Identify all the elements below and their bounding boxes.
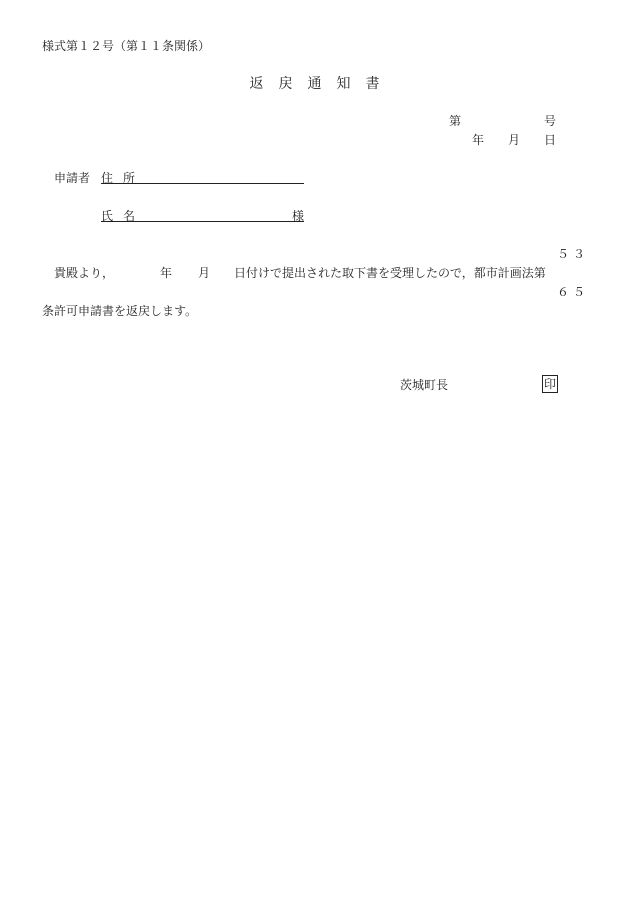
honorific: 様: [292, 209, 305, 223]
name-label: 氏名: [101, 209, 146, 223]
body-line1-end: 日付けで提出された取下書を受理したので，都市計画法第: [234, 266, 546, 280]
body-line2: 条許可申請書を返戻します。: [42, 304, 198, 318]
document-title: 返戻通知書: [249, 76, 395, 92]
body-line1-start: 貴殿より，: [54, 266, 115, 280]
body-month-label: 月: [198, 266, 211, 280]
seal-mark: 印: [544, 377, 557, 391]
article-number-bottom: ６５: [557, 285, 590, 299]
reference-dai: 第: [449, 114, 462, 128]
date-year-label: 年: [472, 133, 485, 147]
body-year-label: 年: [160, 266, 173, 280]
address-label: 住所: [101, 171, 146, 185]
date-day-label: 日: [544, 133, 557, 147]
article-number-top: ５３: [557, 247, 590, 261]
form-number: 様式第１２号（第１１条関係）: [42, 39, 211, 53]
reference-go: 号: [544, 114, 557, 128]
applicant-label: 申請者: [54, 171, 91, 185]
issuer-name: 茨城町長: [400, 378, 449, 392]
date-month-label: 月: [508, 133, 521, 147]
